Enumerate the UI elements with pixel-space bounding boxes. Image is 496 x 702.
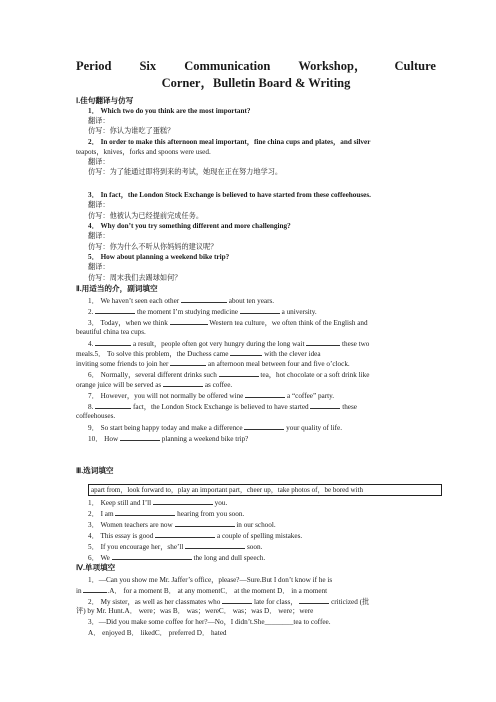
imitate-line: 仿写：他被认为已经提前完成任务。 xyxy=(88,212,204,220)
fill-item-7: 7． However，you will not normally be offered wine a “coffee” party. xyxy=(88,392,335,400)
answer-blank[interactable] xyxy=(120,433,160,441)
fill-item-1: 1． We haven’t seen each other about ten years. xyxy=(88,297,275,305)
mc-item-1: 1．—Can you show me Mr. Jaffer’s office，please?—Sure.But I don’t know if he is xyxy=(88,576,333,584)
translate-label: 翻译： xyxy=(88,263,110,271)
choose-item-2: 2． I am hearing from you soon. xyxy=(88,510,245,518)
fill-item-2: 2. the moment I’m studying medicine a university. xyxy=(88,308,317,316)
sentence-3: 3． In fact，the London Stock Exchange is believed to have started from these coffeehouses. xyxy=(88,191,371,199)
imitate-line: 仿写：周末我们去踢球如何？ xyxy=(88,274,182,282)
fill-item-5-cont: inviting some friends to join her an afternoon meal between four and five o’clock. xyxy=(76,360,350,368)
fill-item-3: 3． Today，when we think Western tea culture，we often think of the English and xyxy=(88,319,368,327)
word-bank-box: apart from，look forward to，play an important part，cheer up，take photos of，be bored with xyxy=(88,484,442,496)
sentence-2-cont: teapots，knives，forks and spoons were used. xyxy=(76,148,211,156)
title-word: Six xyxy=(139,59,157,73)
mc-item-2: 2． My sister，as well as her classmates who late for class， criticized (批 xyxy=(88,598,370,606)
fill-item-6-cont: orange juice will be served as as coffee. xyxy=(76,381,233,389)
answer-blank[interactable] xyxy=(95,338,131,346)
title-word: Communication xyxy=(184,59,271,73)
mc-item-1-cont: in .A． for a moment B． at any momentC． at the moment D． in a moment xyxy=(76,587,328,595)
answer-blank[interactable] xyxy=(95,401,131,409)
choose-item-4: 4． This essay is good a couple of spelling mistakes. xyxy=(88,532,303,540)
section-2-heading: Ⅱ.用适当的介，副词填空 xyxy=(76,284,158,293)
mc-item-3: 3．—Did you make some coffee for her?—No，I didn’t.She________tea to coffee. xyxy=(88,618,331,626)
answer-blank[interactable] xyxy=(310,401,340,409)
title-word: Culture xyxy=(394,59,436,73)
section-3-heading: Ⅲ.选词填空 xyxy=(76,466,114,475)
answer-blank[interactable] xyxy=(163,379,203,387)
choose-item-3: 3． Women teachers are now in our school. xyxy=(88,521,276,529)
imitate-line: 仿写：你认为谁吃了蛋糕？ xyxy=(88,127,175,135)
translate-label: 翻译： xyxy=(88,117,110,125)
page-title xyxy=(76,58,436,92)
answer-blank[interactable] xyxy=(181,295,227,303)
title-word: Workshop， xyxy=(298,59,367,73)
answer-blank[interactable] xyxy=(230,348,262,356)
fill-item-3-cont: beautiful china tea cups. xyxy=(76,328,146,336)
imitate-line: 仿写：你为什么不听从你妈妈的建议呢？ xyxy=(88,243,218,251)
fill-item-8-cont: coffeehouses. xyxy=(76,412,116,420)
choose-item-5: 5． If you encourage her，she’ll soon. xyxy=(88,543,263,551)
answer-blank[interactable] xyxy=(299,596,329,604)
translate-label: 翻译： xyxy=(88,232,110,240)
choose-item-1: 1． Keep still and I’ll you. xyxy=(88,499,228,507)
choose-item-6: 6． We the long and dull speech. xyxy=(88,554,266,562)
answer-blank[interactable] xyxy=(155,530,215,538)
fill-item-9: 9． So start being happy today and make a difference your quality of life. xyxy=(88,424,343,432)
translate-label: 翻译： xyxy=(88,158,110,166)
mc-item-2-options: 评) by Mr. Hunt.A． were；was B． was；wereC． was；was D． were；were xyxy=(76,607,314,615)
sentence-5: 5． How about planning a weekend bike trip? xyxy=(88,253,230,261)
fill-item-6: 6． Normally，several different drinks such tea，hot chocolate or a soft drink like xyxy=(88,371,370,379)
translate-label: 翻译： xyxy=(88,201,110,209)
section-4-heading: Ⅳ.单项填空 xyxy=(76,563,116,572)
answer-blank[interactable] xyxy=(306,338,340,346)
answer-blank[interactable] xyxy=(175,519,235,527)
answer-blank[interactable] xyxy=(245,390,285,398)
section-1-heading: Ⅰ.佳句翻译与仿写 xyxy=(76,96,134,105)
title-line-2: Corner，Bulletin Board & Writing xyxy=(161,76,351,90)
mc-item-3-options: A． enjoyed B． likedC． preferred D． hated xyxy=(88,629,227,637)
fill-item-4: 4. a result，people often got very hungry during the long wait these two xyxy=(88,340,370,348)
answer-blank[interactable] xyxy=(219,369,259,377)
title-word: Period xyxy=(76,59,112,73)
sentence-1: 1． Which two do you think are the most important? xyxy=(88,107,251,115)
sentence-4: 4． Why don’t you try something different and more challenging? xyxy=(88,222,291,230)
fill-item-5: meals.5． To solve this problem，the Duchess came with the clever idea xyxy=(76,350,321,358)
answer-blank[interactable] xyxy=(170,358,206,366)
answer-blank[interactable] xyxy=(170,317,208,325)
answer-blank[interactable] xyxy=(83,585,107,593)
answer-blank[interactable] xyxy=(185,541,245,549)
sentence-2: 2． In order to make this afternoon meal important，fine china cups and plates，and silver xyxy=(88,138,371,146)
imitate-line: 仿写：为了能通过即将到来的考试，她现在正在努力地学习。 xyxy=(88,168,283,176)
answer-blank[interactable] xyxy=(115,508,175,516)
answer-blank[interactable] xyxy=(244,422,284,430)
fill-item-8: 8. fact，the London Stock Exchange is believed to have started these xyxy=(88,403,357,411)
answer-blank[interactable] xyxy=(222,596,252,604)
answer-blank[interactable] xyxy=(95,306,135,314)
answer-blank[interactable] xyxy=(112,552,192,560)
answer-blank[interactable] xyxy=(153,497,213,505)
answer-blank[interactable] xyxy=(240,306,280,314)
fill-item-10: 10． How planning a weekend bike trip? xyxy=(88,435,249,443)
